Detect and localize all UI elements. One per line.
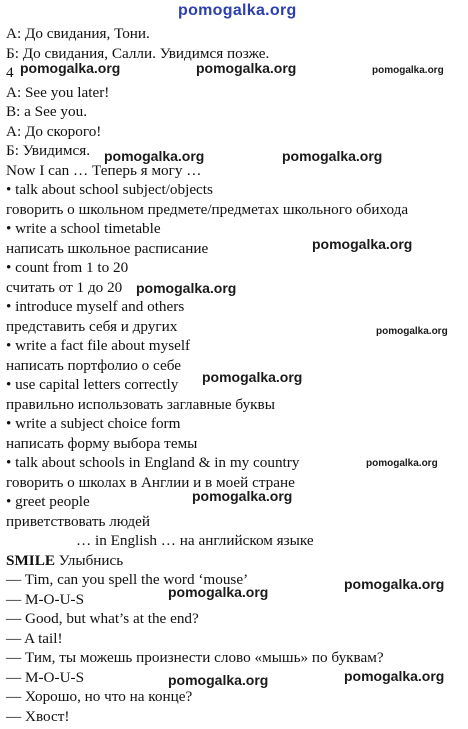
watermark: pomogalka.org — [282, 148, 383, 164]
smile-title: SMILE — [6, 552, 55, 569]
joke-line: — Tim, can you spell the word ‘mouse’ — [6, 571, 249, 588]
joke-line: — Хвост! — [6, 708, 70, 725]
joke-line: — Тим, ты можешь произнести слово «мышь» по буквам? — [6, 649, 384, 666]
smile-heading — [6, 551, 123, 571]
watermark: pomogalka.org — [202, 369, 303, 385]
skill-translation: правильно использовать заглавные буквы — [6, 396, 275, 413]
watermark: pomogalka.org — [136, 280, 237, 296]
dialogue-line: А: До скорого! — [6, 123, 102, 140]
skill-item: • use capital letters correctly — [6, 376, 179, 393]
skill-translation: приветствовать людей — [6, 513, 150, 530]
skill-item: • write a subject choice form — [6, 415, 181, 432]
watermark: pomogalka.org — [20, 60, 121, 76]
joke-line: — A tail! — [6, 630, 63, 647]
skill-translation: написать школьное расписание — [6, 240, 209, 257]
smile-translation: Улыбнись — [54, 552, 124, 569]
watermark: pomogalka.org — [168, 584, 269, 600]
skill-item: • talk about school subject/objects — [6, 181, 213, 198]
in-english-line: … in English … на английском языке — [76, 532, 314, 549]
skill-translation: считать от 1 до 20 — [6, 279, 123, 296]
skill-item: • count from 1 to 20 — [6, 259, 129, 276]
watermark: pomogalka.org — [344, 576, 445, 592]
joke-line: — M-O-U-S — [6, 669, 85, 686]
joke-line: — M-O-U-S — [6, 591, 85, 608]
watermark-top: pomogalka.org — [178, 2, 297, 19]
watermark: pomogalka.org — [104, 148, 205, 164]
watermark: pomogalka.org — [376, 326, 448, 337]
watermark: pomogalka.org — [372, 65, 444, 76]
section-heading: Now I can … Теперь я могу … — [6, 162, 202, 179]
dialogue-line: А: До свидания, Тони. — [6, 25, 150, 42]
skill-item: • write a school timetable — [6, 220, 161, 237]
skill-item: • write a fact file about myself — [6, 337, 191, 354]
exercise-number: 4 — [6, 64, 14, 81]
joke-line: — Good, but what’s at the end? — [6, 610, 199, 627]
joke-line: — Хорошо, но что на конце? — [6, 688, 193, 705]
skill-translation: говорить о школьном предмете/предметах школьного обихода — [6, 201, 409, 218]
dialogue-line: A: See you later! — [6, 84, 110, 101]
skill-translation: представить себя и других — [6, 318, 178, 335]
skill-item: • greet people — [6, 493, 90, 510]
watermark: pomogalka.org — [344, 668, 445, 684]
watermark: pomogalka.org — [168, 672, 269, 688]
dialogue-line: Б: До свидания, Салли. Увидимся позже. — [6, 45, 270, 62]
watermark: pomogalka.org — [196, 60, 297, 76]
dialogue-line: Б: Увидимся. — [6, 142, 91, 159]
skill-translation: написать портфолио о себе — [6, 357, 181, 374]
skill-translation: говорить о школах в Англии и в моей стране — [6, 474, 295, 491]
skill-item: • talk about schools in England & in my country — [6, 454, 300, 471]
watermark: pomogalka.org — [312, 236, 413, 252]
dialogue-line: B: a See you. — [6, 103, 87, 120]
skill-translation: написать форму выбора темы — [6, 435, 198, 452]
skill-item: • introduce myself and others — [6, 298, 185, 315]
watermark: pomogalka.org — [366, 458, 438, 469]
watermark: pomogalka.org — [192, 488, 293, 504]
